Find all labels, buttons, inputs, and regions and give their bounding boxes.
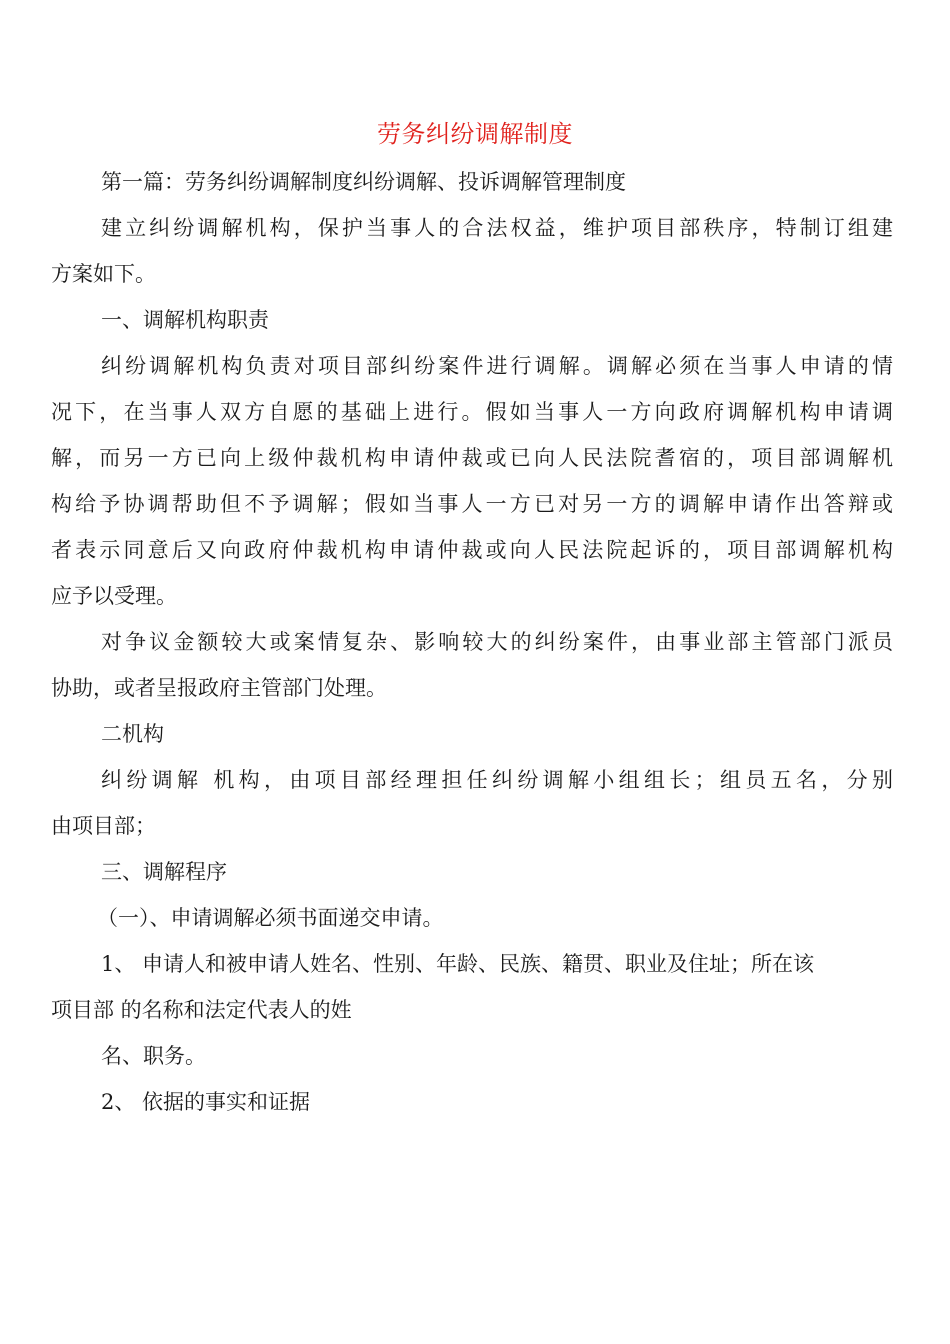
paragraph-line: 况下，在当事人双方自愿的基础上进行。假如当事人一方向政府调解机构申请调 — [51, 400, 893, 424]
paragraph-line: 应予以受理。 — [51, 584, 177, 608]
paragraph-line: 者表示同意后又向政府仲裁机构申请仲裁或向人民法院起诉的，项目部调解机构 — [51, 538, 893, 562]
section-heading: 二机构 — [101, 722, 164, 746]
section-heading: 三、调解程序 — [101, 860, 227, 884]
paragraph-line: 构给予协调帮助但不予调解；假如当事人一方已对另一方的调解申请作出答辩或 — [51, 492, 893, 516]
section-heading: 一、调解机构职责 — [101, 308, 269, 332]
paragraph-line: 协助，或者呈报政府主管部门处理。 — [51, 676, 387, 700]
paragraph-line: 由项目部； — [51, 814, 156, 838]
list-item-continuation: 项目部 的名称和法定代表人的姓 — [51, 998, 352, 1022]
list-item-continuation: 名、职务。 — [101, 1044, 206, 1068]
paragraph-line: 对争议金额较大或案情复杂、影响较大的纠纷案件，由事业部主管部门派员 — [101, 630, 893, 654]
document-title: 劳务纠纷调解制度 — [377, 120, 573, 148]
paragraph-line: 第一篇：劳务纠纷调解制度纠纷调解、投诉调解管理制度 — [101, 170, 626, 194]
paragraph-line: 建立纠纷调解机构，保护当事人的合法权益，维护项目部秩序，特制订组建 — [101, 216, 893, 240]
list-item: 1、 申请人和被申请人姓名、性别、年龄、民族、籍贯、职业及住址；所在该 — [101, 952, 815, 976]
paragraph-line: 方案如下。 — [51, 262, 156, 286]
paragraph-line: 纠纷调解机构负责对项目部纠纷案件进行调解。调解必须在当事人申请的情 — [101, 354, 893, 378]
paragraph-line: 解，而另一方已向上级仲裁机构申请仲裁或已向人民法院耆宿的，项目部调解机 — [51, 446, 893, 470]
paragraph-line: 纠纷调解 机构，由项目部经理担任纠纷调解小组组长；组员五名，分别 — [101, 768, 893, 792]
sub-heading: （一）、申请调解必须书面递交申请。 — [97, 906, 444, 930]
list-item: 2、 依据的事实和证据 — [101, 1090, 311, 1114]
